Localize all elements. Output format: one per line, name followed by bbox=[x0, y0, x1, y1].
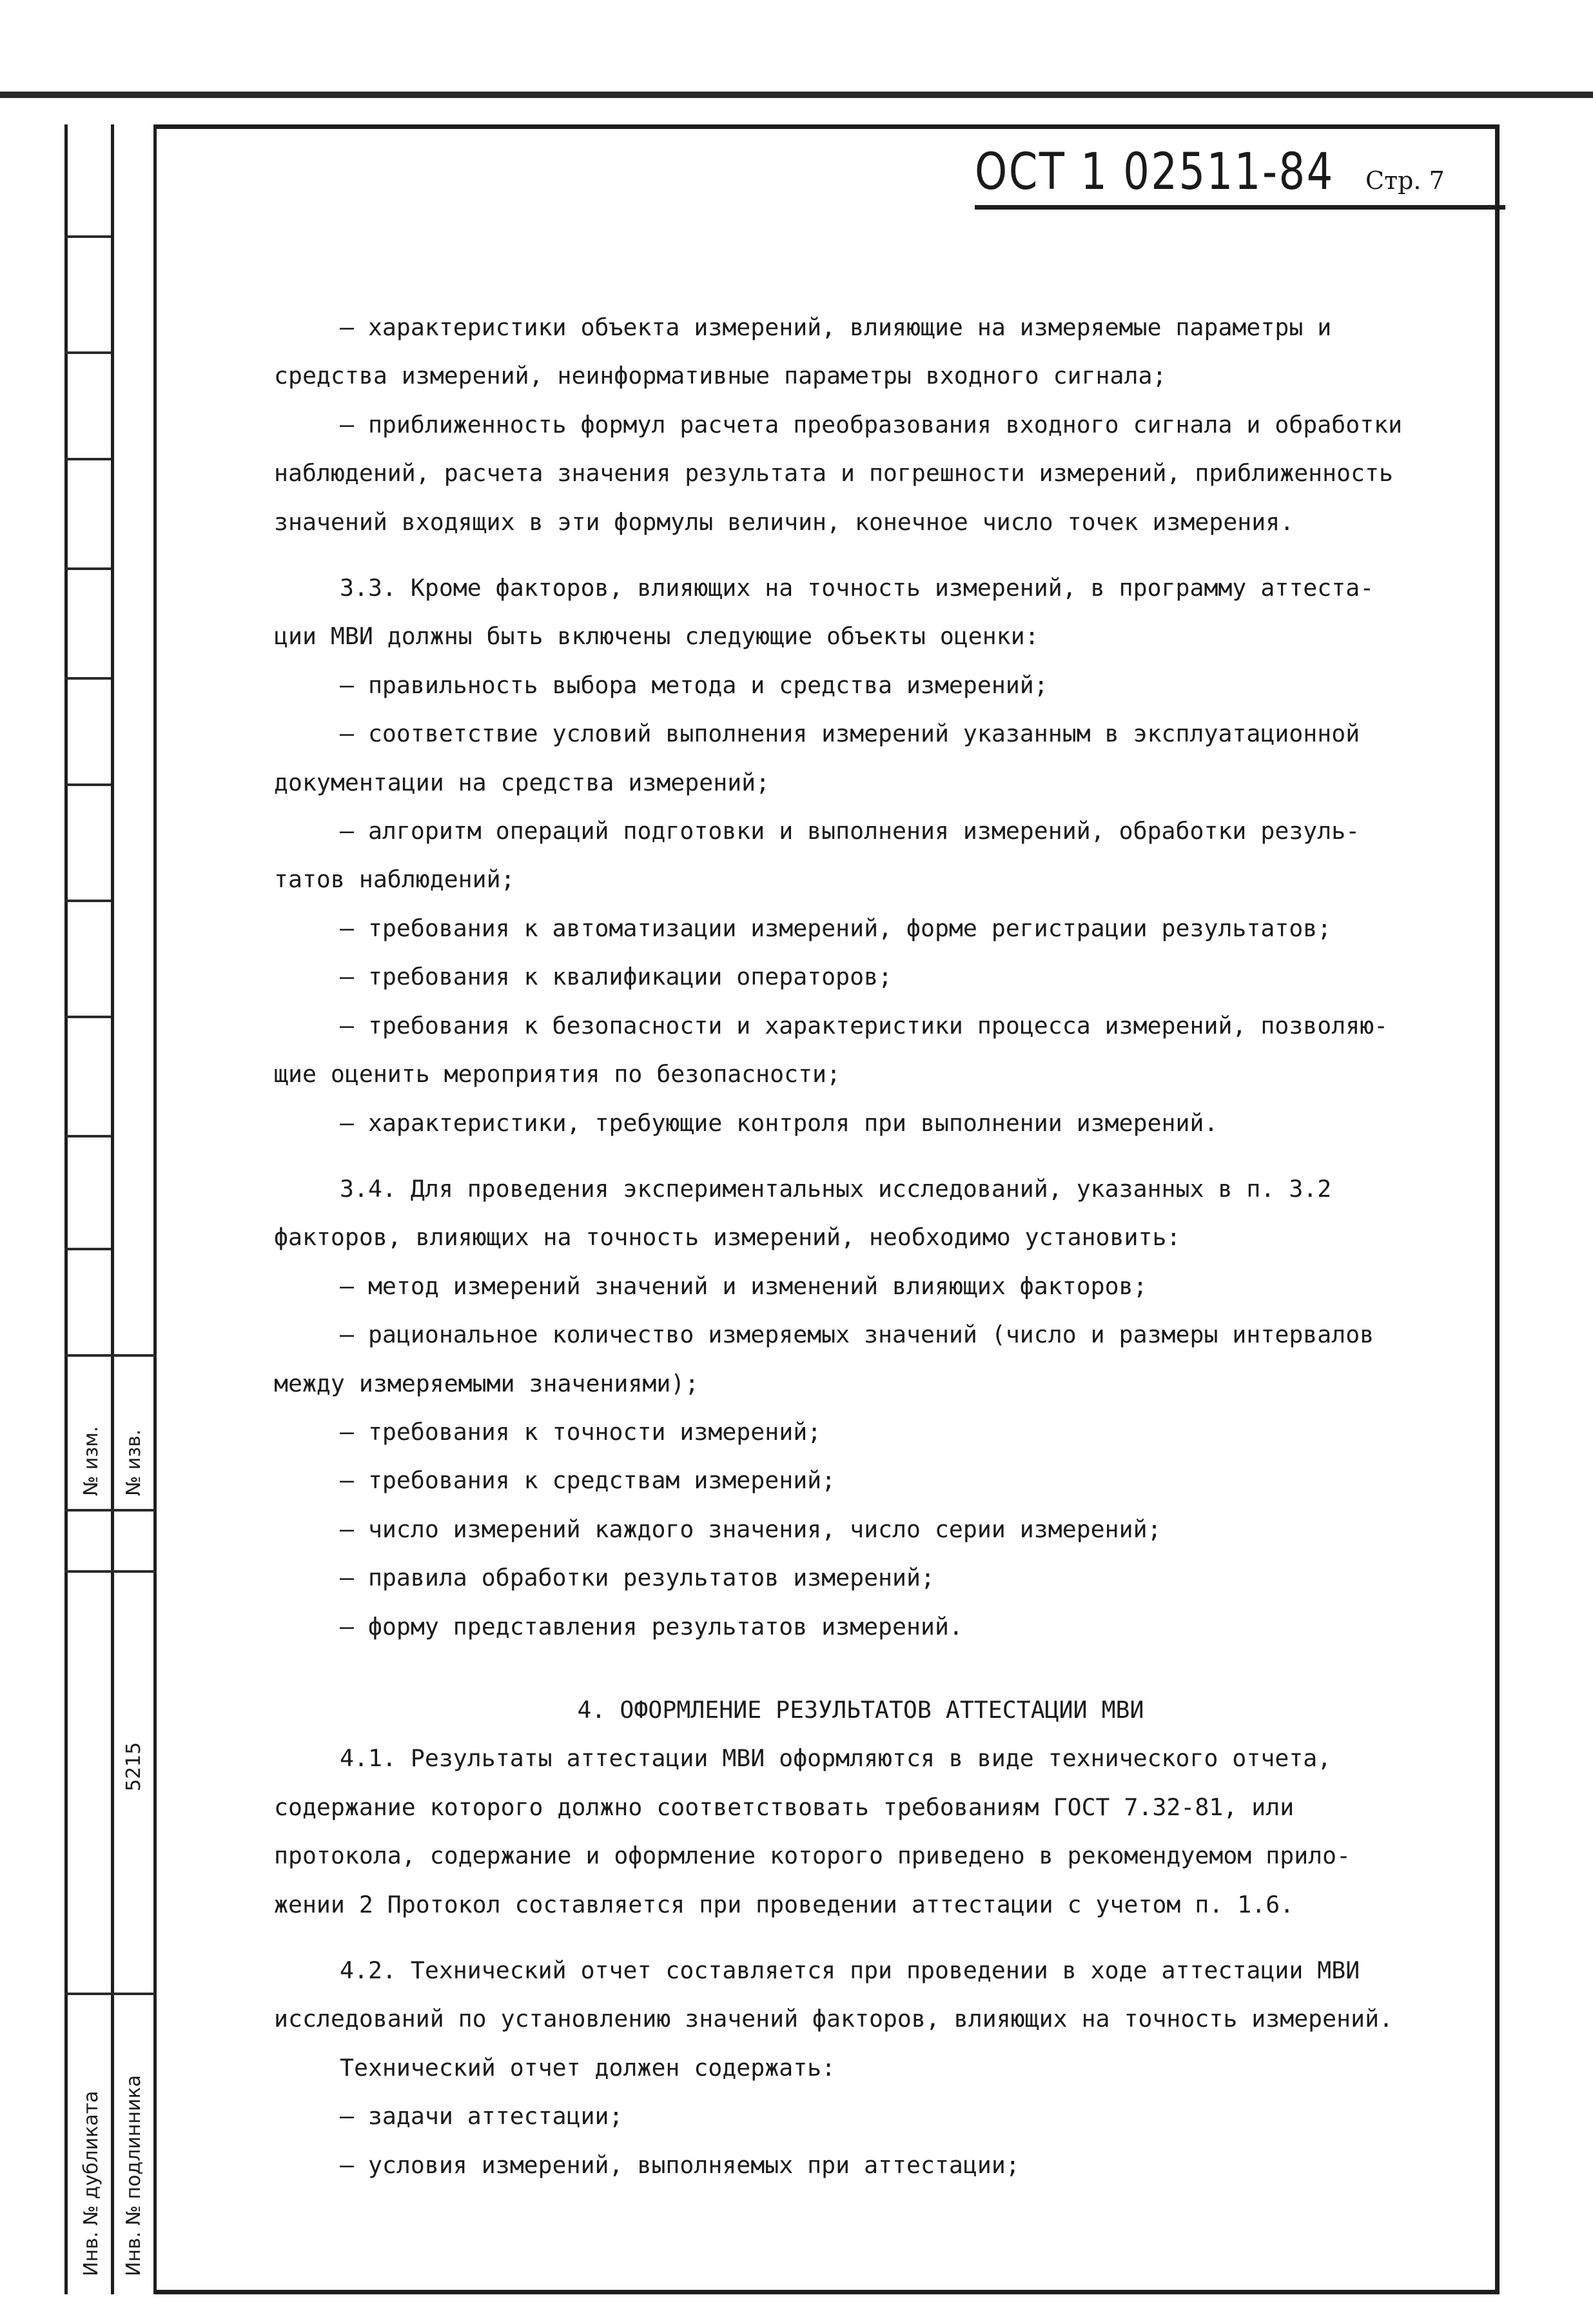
text-line: 4.2. Технический отчет составляется при проведении в ходе аттестации МВИ bbox=[340, 1956, 1360, 1984]
text-line: – рациональное количество измеряемых значений (число и размеры интервалов bbox=[340, 1321, 1374, 1349]
document-code: ОСТ 1 02511-84 bbox=[975, 143, 1334, 201]
text-line: – правила обработки результатов измерений; bbox=[340, 1564, 935, 1592]
text-line: ции МВИ должны быть включены следующие объекты оценки: bbox=[274, 622, 1039, 651]
izv-number-label: № изв. bbox=[122, 1429, 145, 1496]
text-line: – требования к средствам измерений; bbox=[340, 1466, 836, 1495]
header-rule bbox=[975, 205, 1505, 210]
text-line: протокола, содержание и оформление которого приведено в рекомендуемом прило- bbox=[274, 1842, 1351, 1870]
text-line: значений входящих в эти формулы величин, конечное число точек измерения. bbox=[274, 507, 1295, 536]
paragraph-gap bbox=[274, 1668, 1422, 1686]
margin-line bbox=[64, 1570, 155, 1573]
margin-line bbox=[64, 1248, 111, 1250]
page-number: Стр. 7 bbox=[1365, 166, 1445, 195]
text-line: – соответствие условий выполнения измерений указанным в эксплуатационной bbox=[340, 720, 1360, 748]
body-text bbox=[274, 303, 1422, 2189]
duplicate-inventory-label: Инв. № дубликата bbox=[80, 2091, 103, 2276]
text-line: – характеристики, требующие контроля при выполнении измерений. bbox=[340, 1108, 1218, 1137]
text-line: – условия измерений, выполняемых при аттестации; bbox=[340, 2151, 1020, 2179]
text-line: исследований по установлению значений факторов, влияющих на точность измерений. bbox=[274, 2005, 1394, 2033]
text-line: – метод измерений значений и изменений влияющих факторов; bbox=[340, 1272, 1148, 1300]
text-line: – задачи аттестации; bbox=[340, 2102, 623, 2131]
margin-line bbox=[64, 900, 111, 902]
margin-line bbox=[64, 783, 111, 786]
margin-column-left bbox=[64, 124, 68, 2294]
margin-line bbox=[64, 458, 111, 460]
text-line: – требования к автоматизации измерений, форме регистрации результатов; bbox=[340, 914, 1332, 942]
text-line: – требования к безопасности и характеристики процесса измерений, позволяю- bbox=[340, 1011, 1389, 1039]
izm-number-label: № изм. bbox=[80, 1426, 103, 1496]
margin-line bbox=[64, 1016, 111, 1018]
text-line: – приближенность формул расчета преобразования входного сигнала и обработки bbox=[340, 410, 1403, 438]
text-line: между измеряемыми значениями); bbox=[274, 1369, 699, 1397]
text-line: содержание которого должно соответствовать требованиям ГОСТ 7.32-81, или bbox=[274, 1793, 1295, 1821]
text-line: документации на средства измерений; bbox=[274, 768, 770, 796]
text-line: Технический отчет должен содержать: bbox=[340, 2053, 836, 2082]
margin-column-right bbox=[111, 124, 114, 2294]
text-line: – требования к точности измерений; bbox=[340, 1417, 822, 1446]
margin-line bbox=[64, 1509, 155, 1512]
margin-line bbox=[64, 1993, 155, 1995]
paragraph-gap bbox=[274, 1147, 1422, 1165]
text-line: – число измерений каждого значения, число серии измерений; bbox=[340, 1515, 1162, 1543]
text-line: жении 2 Протокол составляется при проведении аттестации с учетом п. 1.6. bbox=[274, 1890, 1295, 1918]
text-line: 4.1. Результаты аттестации МВИ оформляются в виде технического отчета, bbox=[340, 1744, 1332, 1773]
margin-line bbox=[64, 351, 111, 354]
margin-line bbox=[64, 1354, 155, 1357]
text-line: – правильность выбора метода и средства измерений; bbox=[340, 671, 1048, 699]
text-line: средства измерений, неинформативные параметры входного сигнала; bbox=[274, 362, 1167, 390]
text-line: – алгоритм операций подготовки и выполнения измерений, обработки резуль- bbox=[340, 817, 1360, 845]
text-line: наблюдений, расчета значения результата и погрешности измерений, приближенность bbox=[274, 459, 1394, 487]
text-line: татов наблюдений; bbox=[274, 865, 515, 894]
text-line: 3.4. Для проведения экспериментальных исследований, указанных в п. 3.2 bbox=[340, 1174, 1332, 1203]
margin-line bbox=[64, 1135, 111, 1137]
paragraph-gap bbox=[274, 1929, 1422, 1946]
paragraph-gap bbox=[274, 546, 1422, 564]
paragraph-gap bbox=[274, 1651, 1422, 1668]
text-line: – форму представления результатов измерений. bbox=[340, 1612, 963, 1640]
original-inventory-label: Инв. № подлинника bbox=[122, 2074, 145, 2276]
text-line: факторов, влияющих на точность измерений, необходимо установить: bbox=[274, 1223, 1181, 1252]
inventory-number: 5215 bbox=[122, 1742, 145, 1791]
text-line: щие оценить мероприятия по безопасности; bbox=[274, 1060, 841, 1088]
margin-line bbox=[64, 567, 111, 570]
text-line: – требования к квалификации операторов; bbox=[340, 963, 893, 991]
text-line: 3.3. Кроме факторов, влияющих на точность измерений, в программу аттеста- bbox=[340, 574, 1374, 602]
margin-line bbox=[64, 235, 111, 238]
section-heading: 4. ОФОРМЛЕНИЕ РЕЗУЛЬТАТОВ АТТЕСТАЦИИ МВИ bbox=[577, 1695, 1144, 1724]
text-line: – характеристики объекта измерений, влияющие на измеряемые параметры и bbox=[340, 313, 1332, 341]
top-rule bbox=[0, 92, 1593, 98]
margin-line bbox=[64, 677, 111, 680]
